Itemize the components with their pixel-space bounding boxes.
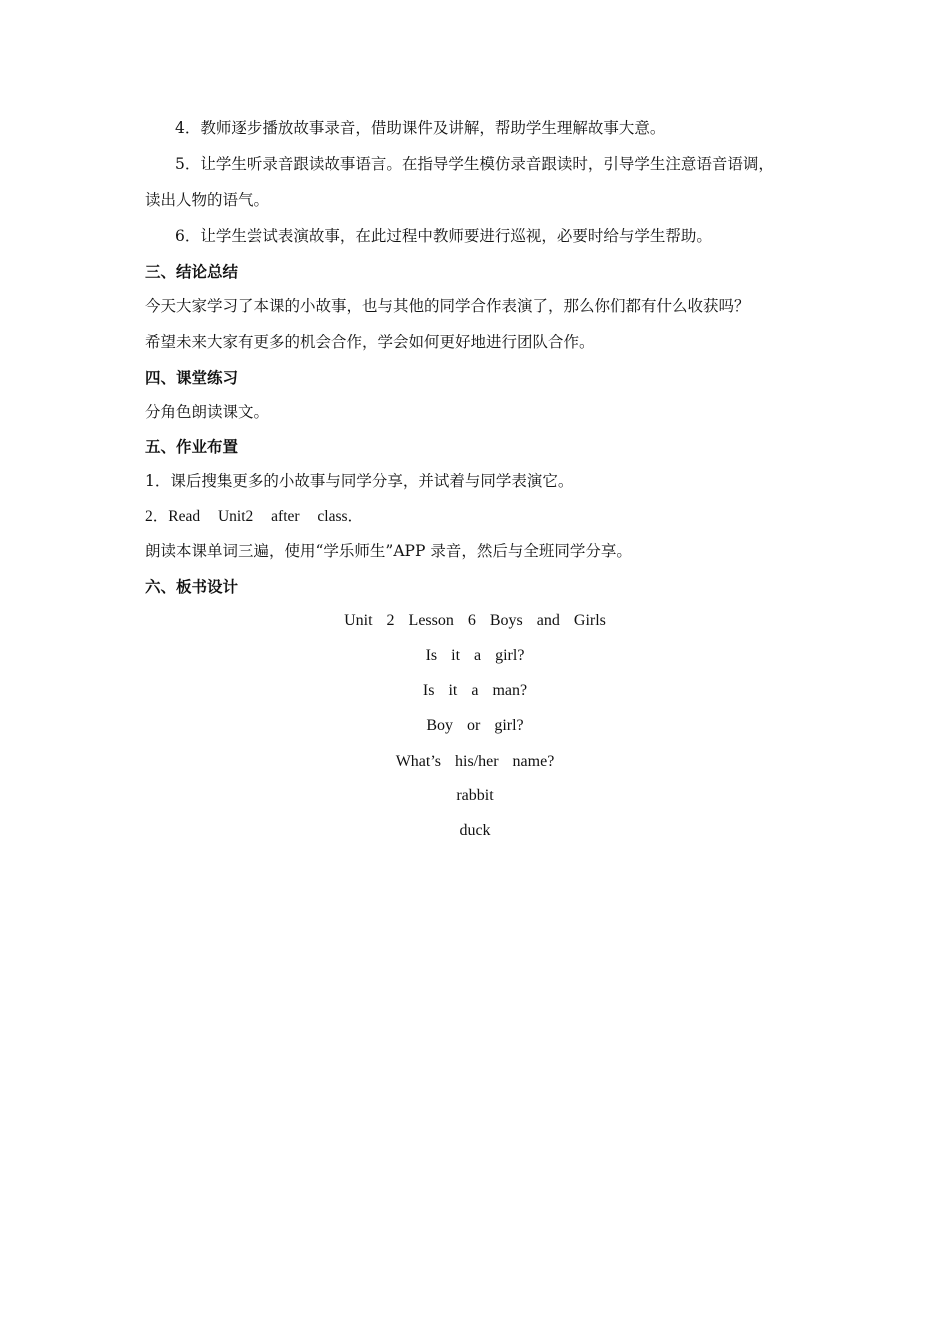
practice-line-1: 分角色朗读课文。 — [145, 403, 270, 421]
homework-heading: 五、作业布置 — [145, 438, 239, 456]
step-6: 6．让学生尝试表演故事，在此过程中教师要进行巡视，必要时给与学生帮助。 — [175, 227, 712, 245]
conclusion-line-1: 今天大家学习了本课的小故事，也与其他的同学合作表演了，那么你们都有什么收获吗？ — [145, 297, 750, 315]
step-4: 4．教师逐步播放故事录音，借助课件及讲解，帮助学生理解故事大意。 — [175, 119, 666, 137]
board-line: Boy or girl? — [426, 717, 524, 734]
board-line: Is it a girl? — [425, 647, 525, 664]
homework-item-1: 1．课后搜集更多的小故事与同学分享，并试着与同学表演它。 — [145, 472, 574, 490]
board-word: rabbit — [456, 787, 494, 804]
board-word: duck — [459, 822, 491, 839]
board-line: What’s his/her name? — [395, 753, 555, 770]
conclusion-line-2: 希望未来大家有更多的机会合作，学会如何更好地进行团队合作。 — [145, 333, 595, 351]
homework-item-3: 朗读本课单词三遍，使用“学乐师生”APP 录音，然后与全班同学分享。 — [145, 542, 632, 560]
homework-item-2: 2．Read Unit2 after class． — [145, 508, 364, 525]
board-heading: 六、板书设计 — [145, 578, 239, 596]
board-title: Unit 2 Lesson 6 Boys and Girls — [344, 612, 606, 629]
practice-heading: 四、课堂练习 — [145, 369, 239, 387]
step-5-line-2: 读出人物的语气。 — [145, 191, 270, 209]
step-5-line-1: 5．让学生听录音跟读故事语言。在指导学生模仿录音跟读时，引导学生注意语音语调， — [175, 155, 774, 173]
conclusion-heading: 三、结论总结 — [145, 263, 239, 281]
board-line: Is it a man? — [422, 682, 528, 699]
